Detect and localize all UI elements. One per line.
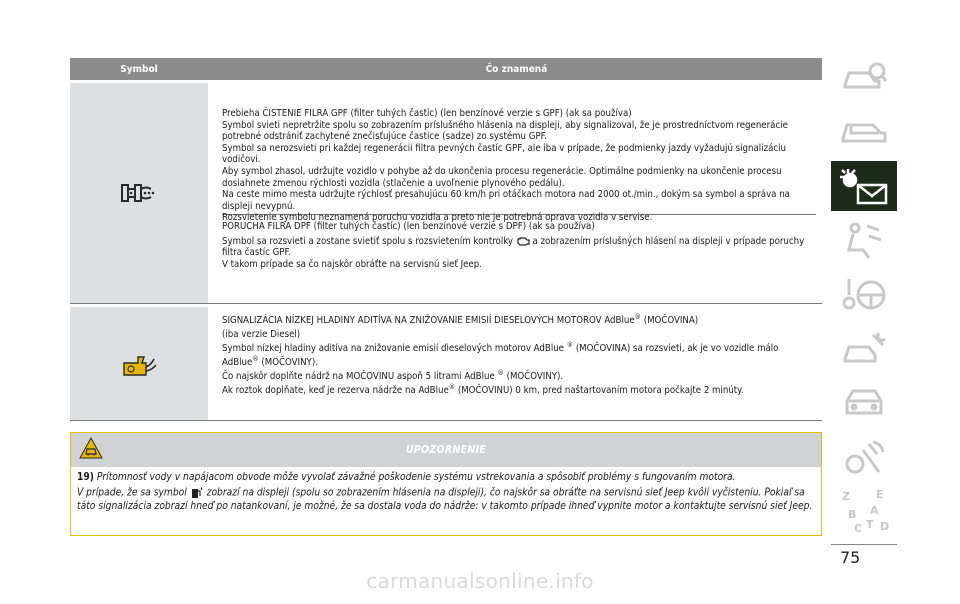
text-span: Čo najskôr doplňte nádrž na MOČOVINU aspoň 5 litrami AdBlue bbox=[222, 371, 495, 382]
warning-line bbox=[77, 471, 815, 484]
text-line: Symbol svieti nepretržite spolu so zobrazením príslušného hlásenia na displeji, aby signalizoval, že je prostredníctvom regenerácie potrebné odstrániť zachytené znečisťujúce častice (sadze) zo systému GPF. bbox=[222, 119, 788, 143]
text-span: (MOČOVINU) 0 km, pred naštartovaním motora počkajte 2 minúty. bbox=[457, 385, 744, 396]
index-letter: E bbox=[876, 488, 884, 502]
text-span: V prípade, že sa symbol bbox=[77, 487, 187, 499]
tab-car-side[interactable] bbox=[831, 106, 897, 156]
registered-mark: ® bbox=[252, 354, 259, 363]
car-wrench-icon bbox=[839, 329, 889, 369]
adblue-section bbox=[222, 304, 816, 404]
text-span: zobrazí na displeji (spolu so zobrazením hlásenia na displeji), čo najskôr sa obráťte na servisnú sieť Jeep kvôli vyčisteniu. Pokiaľ sa táto signalizácia zobrazí hneď po natankovaní, je možné, že sa dostala voda do nádrže: v takomto prípade ihneď vypnite motor a kontaktujte servisnú sieť Jeep. bbox=[77, 487, 813, 513]
registered-mark: ® bbox=[497, 368, 504, 377]
registered-mark: ® bbox=[448, 382, 456, 391]
warning-triangle-icon bbox=[79, 437, 103, 459]
text-span: (MOČOVINA) sa rozsvieti, ak je vo vozidle málo AdBlue bbox=[222, 343, 779, 368]
text-span: a zobrazením príslušných hlásení na displeji v prípade poruchy filtra častíc GPF. bbox=[222, 235, 805, 259]
text-span: SIGNALIZÁCIA NÍZKEJ HLADINY ADITÍVA NA ZNIŽOVANIE EMISIÍ DIESELOVÝCH MOTOROV AdBlue bbox=[222, 315, 635, 326]
description-cell bbox=[208, 80, 822, 303]
description-cell bbox=[208, 304, 822, 420]
index-letter: A bbox=[870, 504, 879, 518]
text-line bbox=[222, 314, 816, 328]
index-letters-icon bbox=[836, 488, 892, 536]
tab-warning-lights[interactable] bbox=[831, 161, 897, 211]
particulate-filter-icon bbox=[118, 179, 160, 207]
index-letter: Z bbox=[842, 490, 850, 504]
engine-warning-icon bbox=[516, 236, 530, 246]
symbol-cell bbox=[70, 304, 208, 420]
warning-title: UPOZORNENIE bbox=[405, 444, 487, 456]
chapter-sidebar bbox=[831, 52, 897, 542]
text-line bbox=[222, 342, 816, 370]
text-span: Symbol sa rozsvieti a zostane svietiť spolu s rozsvietením kontrolky bbox=[222, 235, 513, 247]
warning-header bbox=[71, 433, 821, 467]
text-line: V takom prípade sa čo najskôr obráťte na servisnú sieť Jeep. bbox=[222, 258, 482, 270]
tab-index[interactable] bbox=[831, 487, 897, 537]
tab-car-wrench[interactable] bbox=[831, 324, 897, 374]
symbol-table bbox=[70, 58, 822, 421]
text-line: Na ceste mimo mesta udržujte rýchlosť presahujúcu 60 km/h pri otáčkach motora nad 2000 ot./min., dokým sa symbol a správa na displeji nevypnú. bbox=[222, 189, 790, 212]
adblue-level-icon bbox=[120, 349, 158, 379]
text-span: Prítomnosť vody v napájacom obvode môže vyvolať závažné poškodenie systému vstrekovania a spôsobiť problémy s fungovaním motora. bbox=[96, 472, 736, 483]
table-row bbox=[70, 80, 822, 304]
steering-wheel-icon bbox=[839, 275, 889, 315]
sidebar-divider bbox=[831, 544, 897, 545]
registered-mark: ® bbox=[634, 312, 641, 321]
watermark-text: carmanualsonline.info bbox=[366, 569, 594, 593]
text-line: Symbol sa nerozsvieti pri každej regenerácii filtra pevných častíc GPF, ale iba v prípade, že podmienky jazdy vyžadujú signalizáciu vodičovi. bbox=[222, 142, 787, 166]
page-number: 75 bbox=[840, 548, 861, 567]
car-front-icon bbox=[839, 383, 889, 423]
text-line: Aby symbol zhasol, udržujte vozidlo v pohybe až do ukončenia procesu regenerácie. Optimálne podmienky na ukončenie procesu dosiahnete zmenou rýchlosti vozidla (stlačenie a uvoľnenie plynového pedálu). bbox=[222, 165, 782, 189]
header-symbol: Symbol bbox=[120, 63, 158, 75]
text-line bbox=[222, 236, 816, 259]
warning-body bbox=[71, 467, 821, 514]
text-span: (MOČOVINY). bbox=[261, 357, 318, 368]
text-span: Ak roztok doplňate, keď je rezerva nádrže na AdBlue bbox=[222, 385, 449, 396]
symbol-cell bbox=[70, 80, 208, 303]
table-row bbox=[70, 304, 822, 421]
tab-car-front[interactable] bbox=[831, 378, 897, 428]
index-letter: C bbox=[854, 522, 863, 536]
airbag-seat-icon bbox=[839, 220, 889, 260]
header-meaning: Čo znamená bbox=[485, 63, 548, 75]
text-span: (MOČOVINY). bbox=[506, 371, 564, 382]
text-line: Prebieha ČISTENIE FILRA GPF (filter tuhých častíc) (len benzínové verzie s GPF) (ak sa používa) bbox=[222, 108, 632, 119]
car-side-icon bbox=[839, 111, 889, 151]
text-line bbox=[222, 370, 816, 384]
text-line: Rozsvietenie symbolu neznamená poruchu vozidla a preto nie je potrebná oprava vozidla v servise. bbox=[222, 212, 653, 224]
water-in-fuel-icon bbox=[190, 486, 204, 499]
tab-car-sound[interactable] bbox=[831, 433, 897, 483]
text-span: Symbol nízkej hladiny aditíva na znižovanie emisií dieselových motorov AdBlue bbox=[222, 343, 564, 354]
tab-steering-wheel[interactable] bbox=[831, 270, 897, 320]
warning-line bbox=[77, 486, 815, 513]
text-line: PORUCHA FILRA DPF (filter tuhých častíc) (len benzínové verzie s DPF) (ak sa používa) bbox=[222, 221, 595, 232]
registered-mark: ® bbox=[566, 340, 574, 349]
text-line bbox=[222, 384, 816, 398]
text-span: (MOČOVINA) bbox=[643, 315, 699, 326]
warning-lights-icon bbox=[838, 165, 890, 207]
tab-airbag-seat[interactable] bbox=[831, 215, 897, 265]
car-info-icon bbox=[839, 57, 889, 97]
gpf-cleaning-section bbox=[222, 80, 816, 224]
index-letter: D bbox=[880, 520, 890, 534]
car-sound-icon bbox=[839, 438, 889, 478]
dpf-fault-section bbox=[222, 214, 816, 276]
warning-number: 19) bbox=[77, 472, 94, 483]
table-header bbox=[70, 58, 822, 80]
index-letter: T bbox=[866, 518, 874, 532]
index-letter: B bbox=[848, 508, 857, 522]
tab-car-info[interactable] bbox=[831, 52, 897, 102]
text-line: (iba verzie Diesel) bbox=[222, 329, 301, 340]
warning-box bbox=[70, 432, 822, 536]
